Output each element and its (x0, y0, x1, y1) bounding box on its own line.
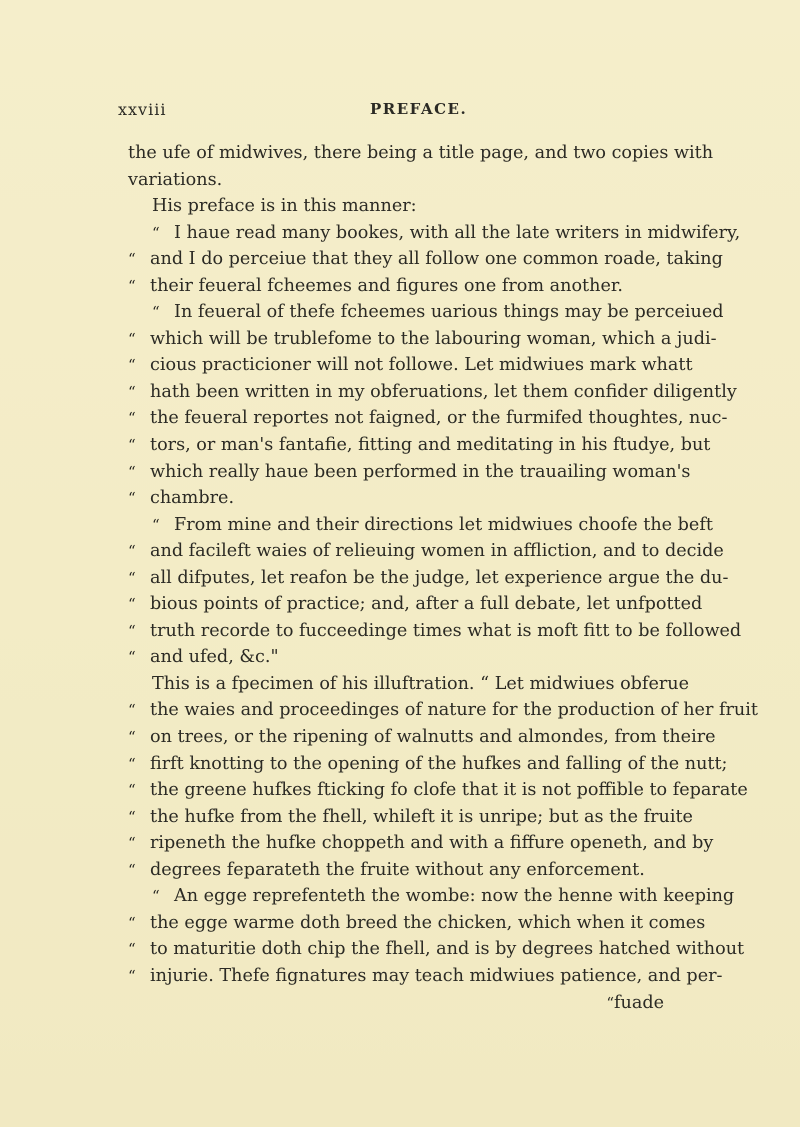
page-header (118, 100, 678, 130)
catchword (128, 990, 694, 1017)
quote-mark: “ (128, 648, 136, 667)
line-text: firft knotting to the opening of the hufkes and falling of the nutt; (150, 753, 728, 774)
line-text: ripeneth the hufke choppeth and with a fiffure openeth, and by (150, 833, 714, 854)
line-text: and ufed, &c." (150, 647, 279, 668)
line-text: An egge reprefenteth the wombe: now the henne with keeping (174, 886, 735, 907)
text-line (128, 538, 724, 565)
text-line (128, 405, 728, 432)
text-line (128, 485, 694, 512)
line-text: This is a fpecimen of his illuftration. “ Let midwiues obferue (152, 673, 690, 694)
line-text: tors, or man's fantafie, fitting and meditating in his ftudye, but (150, 435, 711, 456)
quote-mark: “ (152, 223, 160, 242)
text-line (128, 193, 694, 220)
quote-mark: “ (128, 860, 136, 879)
quote-mark: “ (128, 382, 136, 401)
line-text: His preface is in this manner: (152, 196, 417, 217)
quote-mark: “ (152, 515, 160, 534)
quote-mark: “ (128, 409, 136, 428)
text-line (128, 883, 735, 910)
line-text: their feueral fcheemes and figures one from another. (150, 275, 623, 296)
text-line (128, 671, 694, 698)
line-text: the greene hufkes fticking fo clofe that it is not poffible to feparate (150, 780, 748, 801)
quote-mark: “ (128, 276, 136, 295)
text-line (128, 910, 706, 937)
body-text (128, 140, 758, 1016)
line-text: and facileft waies of relieuing women in affliction, and to decide (150, 541, 724, 562)
quote-mark: “ (128, 329, 136, 348)
line-text: which will be trublefome to the labouring woman, which a judi- (150, 328, 717, 349)
text-line (128, 565, 729, 592)
text-line (128, 432, 711, 459)
line-text: all difputes, let reafon be the judge, let experience argue the du- (150, 567, 729, 588)
text-line (128, 804, 694, 831)
quote-mark: “ (128, 250, 136, 269)
quote-mark: “ (128, 568, 136, 587)
quote-mark: “ (128, 489, 136, 508)
text-line (128, 724, 716, 751)
quote-mark: “ (128, 621, 136, 640)
text-line (128, 644, 694, 671)
quote-mark: “ (128, 966, 136, 985)
text-line (128, 618, 742, 645)
text-line (128, 751, 728, 778)
text-line (128, 963, 723, 990)
text-line (128, 830, 714, 857)
quote-mark: “ (606, 993, 614, 1012)
quote-mark: “ (128, 940, 136, 959)
quote-mark: “ (128, 728, 136, 747)
line-text: chambre. (150, 488, 235, 509)
running-title: PREFACE. (370, 100, 468, 118)
text-line (128, 246, 723, 273)
line-text: degrees feparateth the fruite without any enforcement. (150, 859, 645, 880)
quote-mark: “ (128, 807, 136, 826)
quote-mark: “ (128, 834, 136, 853)
line-text: cious practicioner will not followe. Let midwiues mark whatt (150, 355, 693, 376)
line-text: variations. (128, 169, 223, 190)
line-text: the feueral reportes not faigned, or the furmifed thoughtes, nuc- (150, 408, 728, 429)
text-line (128, 299, 724, 326)
line-text: the waies and proceedinges of nature for the production of her fruit (150, 700, 758, 721)
text-line (128, 140, 714, 167)
quote-mark: “ (128, 754, 136, 773)
text-line (128, 326, 717, 353)
line-text: and I do perceiue that they all follow one common roade, taking (150, 249, 723, 270)
quote-mark: “ (128, 701, 136, 720)
page-number: xxviii (118, 100, 167, 119)
quote-mark: “ (128, 542, 136, 561)
line-text: hath been written in my obferuations, let them confider diligently (150, 381, 737, 402)
text-line (128, 777, 748, 804)
line-text: injurie. Thefe fignatures may teach midwiues patience, and per- (150, 965, 723, 986)
quote-mark: “ (128, 913, 136, 932)
line-text: the hufke from the fhell, whileft it is unripe; but as the fruite (150, 806, 693, 827)
quote-mark: “ (128, 595, 136, 614)
quote-mark: “ (128, 356, 136, 375)
line-text: on trees, or the ripening of walnutts and almondes, from theire (150, 727, 716, 748)
quote-mark: “ (152, 303, 160, 322)
text-line (128, 857, 694, 884)
text-line (128, 167, 694, 194)
text-line (128, 352, 694, 379)
text-line (128, 697, 758, 724)
text-line (128, 512, 713, 539)
text-line (128, 220, 741, 247)
line-text: the ufe of midwives, there being a title page, and two copies with (128, 143, 714, 163)
text-line (128, 591, 703, 618)
line-text: In feueral of thefe fcheemes uarious things may be perceiued (174, 302, 724, 323)
text-line (128, 459, 694, 486)
catchword-text: fuade (613, 992, 664, 1013)
quote-mark: “ (128, 781, 136, 800)
line-text: to maturitie doth chip the fhell, and is by degrees hatched without (150, 939, 745, 960)
line-text: bious points of practice; and, after a full debate, let unfpotted (150, 594, 703, 615)
text-line (128, 936, 745, 963)
line-text: From mine and their directions let midwiues choofe the beft (174, 514, 713, 535)
quote-mark: “ (152, 887, 160, 906)
text-line (128, 379, 737, 406)
quote-mark: “ (128, 462, 136, 481)
line-text: which really haue been performed in the trauailing woman's (150, 461, 691, 482)
quote-mark: “ (128, 436, 136, 455)
line-text: the egge warme doth breed the chicken, which when it comes (150, 912, 706, 933)
line-text: truth recorde to fucceedinge times what is moft fitt to be followed (150, 620, 742, 641)
line-text: I haue read many bookes, with all the late writers in midwifery, (174, 222, 741, 243)
text-line (128, 273, 694, 300)
